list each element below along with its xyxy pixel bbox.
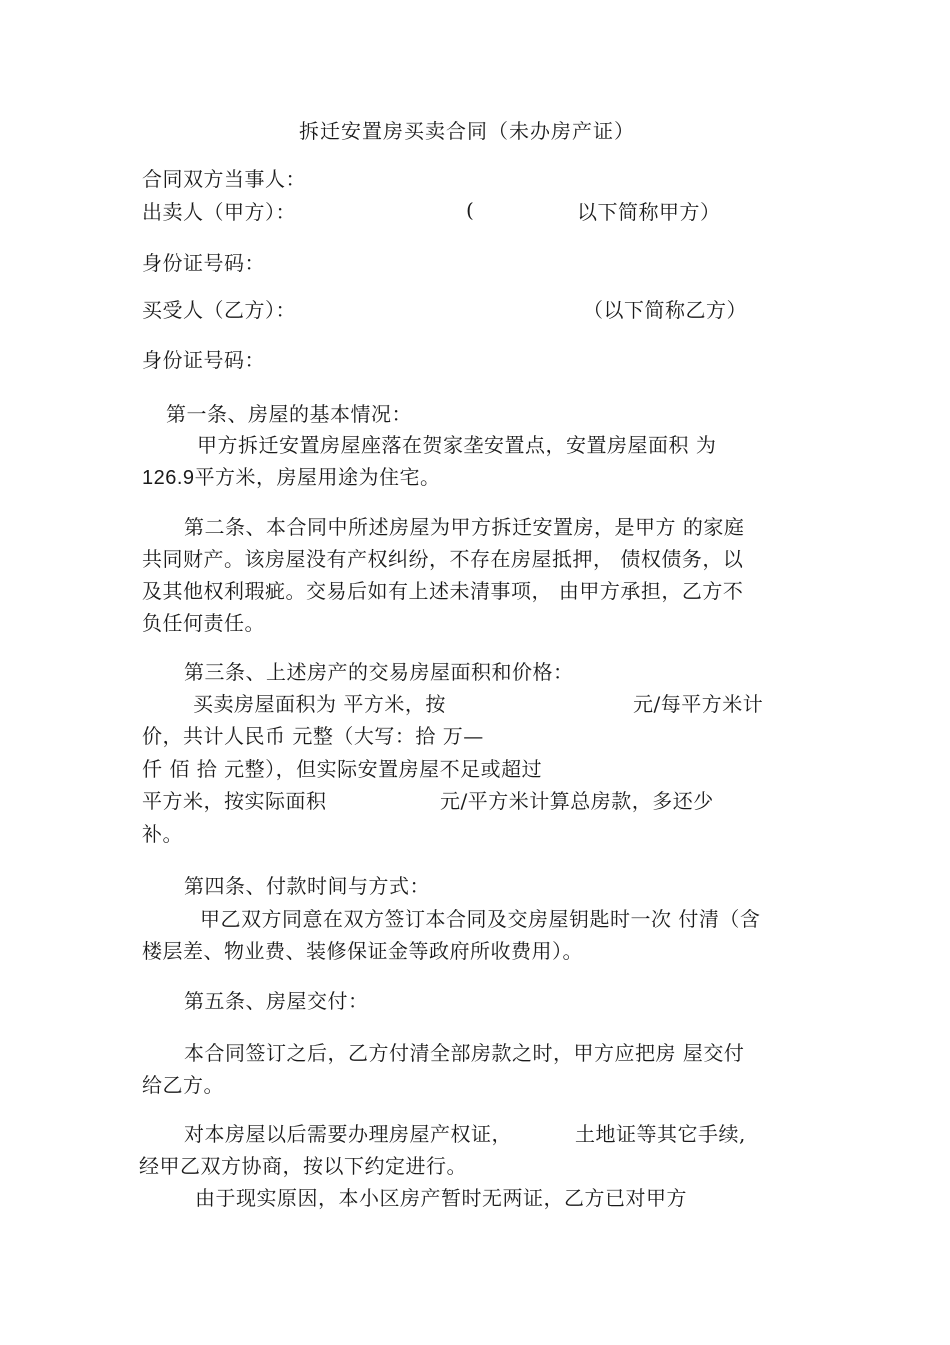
article-1-heading: 第一条、房屋的基本情况：: [166, 402, 412, 426]
article-3-line-1a: 买卖房屋面积为 平方米，按: [193, 692, 446, 716]
seller-alias: 以下简称甲方）: [577, 200, 721, 224]
document-title: 拆迁安置房买卖合同（未办房产证）: [299, 119, 635, 143]
buyer-id-label: 身份证号码：: [142, 348, 265, 372]
article-3-line-3: 仟 佰 拾 元整），但实际安置房屋不足或超过: [142, 757, 543, 781]
parties-heading: 合同双方当事人：: [142, 167, 306, 191]
article-5-p2-line-1a: 对本房屋以后需要办理房屋产权证，: [184, 1122, 512, 1146]
article-5-p1-line-1: 本合同签订之后，乙方付清全部房款之时，甲方应把房 屋交付: [184, 1041, 745, 1065]
article-4-line-1: 甲乙双方同意在双方签订本合同及交房屋钥匙时一次 付清（含: [200, 907, 761, 931]
buyer-alias: （以下简称乙方）: [583, 298, 747, 322]
article-1-line-2: [142, 464, 441, 491]
buyer-label: 买受人（乙方）：: [142, 298, 296, 322]
area-value: 126.9: [142, 467, 195, 489]
article-3-line-1b: 元/每平方米计: [633, 692, 764, 716]
article-5-p2-line-1b: 土地证等其它手续,: [575, 1122, 746, 1146]
article-5-p2-line-2: 经甲乙双方协商，按以下约定进行。: [139, 1154, 467, 1178]
article-4-line-2: 楼层差、物业费、装修保证金等政府所收费用）。: [142, 939, 583, 963]
article-2-line-1: 第二条、本合同中所述房屋为甲方拆迁安置房，是甲方 的家庭: [184, 515, 745, 539]
article-3-heading: 第三条、上述房产的交易房屋面积和价格：: [184, 660, 574, 684]
article-3-line-4a: 平方米，按实际面积: [142, 789, 327, 813]
article-4-heading: 第四条、付款时间与方式：: [184, 874, 430, 898]
article-2-line-4: 负任何责任。: [142, 611, 265, 635]
article-1-line-2-rest: 平方米，房屋用途为住宅。: [194, 465, 441, 489]
article-5-p3-line-1: 由于现实原因，本小区房产暂时无两证，乙方已对甲方: [195, 1186, 687, 1210]
article-3-line-5: 补。: [142, 822, 183, 846]
article-1-line-1: 甲方拆迁安置房屋座落在贺家垄安置点，安置房屋面积 为: [197, 433, 717, 457]
seller-paren-open: (: [466, 198, 475, 222]
seller-id-label: 身份证号码：: [142, 251, 265, 275]
article-5-heading: 第五条、房屋交付：: [184, 989, 369, 1013]
seller-label: 出卖人（甲方）：: [142, 200, 296, 224]
article-5-p1-line-2: 给乙方。: [142, 1073, 224, 1097]
article-2-line-3: 及其他权利瑕疵。交易后如有上述未清事项， 由甲方承担，乙方不: [142, 579, 744, 603]
article-3-line-2: 价，共计人民币 元整（大写：拾 万—: [142, 724, 484, 748]
article-3-line-4b: 元/平方米计算总房款，多还少: [440, 789, 714, 813]
article-2-line-2: 共同财产。该房屋没有产权纠纷，不存在房屋抵押， 债权债务，以: [142, 547, 744, 571]
